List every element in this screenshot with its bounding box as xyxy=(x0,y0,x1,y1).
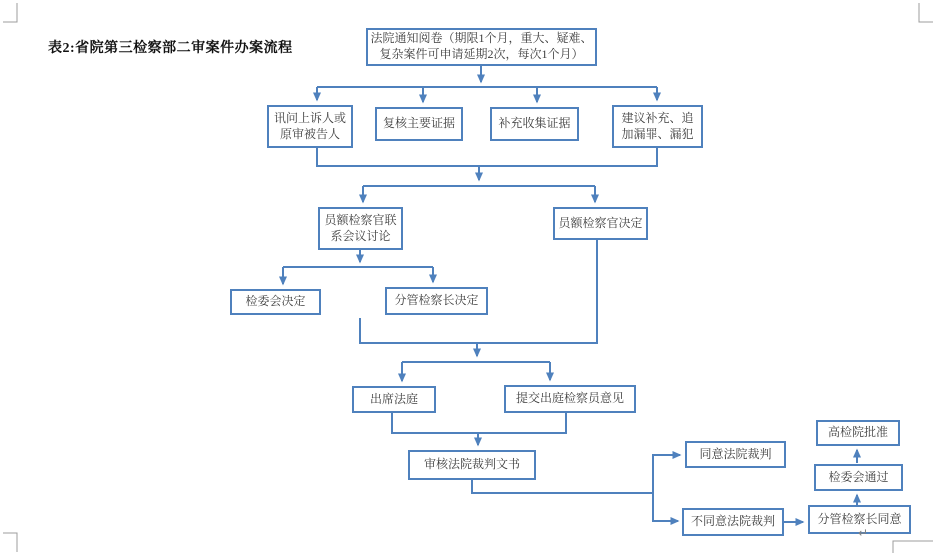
node-label: 员额检察官决定 xyxy=(558,215,643,230)
node-label: 建议补充、追加漏罪、漏犯 xyxy=(621,110,694,141)
node-court-notice-file-review xyxy=(366,28,597,66)
node-label: 法院通知阅卷（期限1个月，重大、疑难、复杂案件可申请延期2次，每次1个月） xyxy=(370,31,593,61)
arrow-connector xyxy=(653,455,680,493)
node-committee-decision xyxy=(230,289,321,315)
node-interrogate-appellant xyxy=(267,105,353,148)
node-committee-pass xyxy=(814,464,903,491)
node-review-main-evidence xyxy=(375,107,463,141)
crop-mark-top-left xyxy=(3,3,17,22)
node-prosecutor-decision xyxy=(553,207,648,240)
node-label: 补充收集证据 xyxy=(498,116,571,131)
crop-mark-bottom-right xyxy=(893,541,933,553)
node-disagree-judgment xyxy=(682,508,784,536)
connector-line xyxy=(472,480,653,493)
node-chief-prosecutor-decision xyxy=(385,287,488,315)
node-label: 出席法庭 xyxy=(369,391,418,406)
node-label: 分管检察长决定 xyxy=(394,293,479,308)
paragraph-return-icon: ↵ xyxy=(858,526,869,540)
node-label: 同意法院裁判 xyxy=(699,446,772,461)
crop-mark-top-right xyxy=(919,3,933,22)
node-supreme-procuratorate-approve xyxy=(816,420,900,446)
node-label: 复核主要证据 xyxy=(382,116,455,131)
connector-line xyxy=(317,148,657,166)
node-collect-supplementary-evidence xyxy=(490,107,579,141)
node-label: 审核法院裁判文书 xyxy=(423,457,520,472)
arrow-connector xyxy=(653,493,678,521)
node-suggest-additional-charges xyxy=(612,105,703,148)
crop-mark-bottom-left xyxy=(3,533,17,552)
node-agree-judgment xyxy=(685,441,786,468)
node-prosecutor-joint-meeting xyxy=(318,207,403,250)
node-label: 高检院批准 xyxy=(827,425,888,440)
connector-line xyxy=(392,413,566,433)
node-label: 检委会通过 xyxy=(828,469,889,484)
node-attend-court xyxy=(352,386,436,413)
node-review-court-judgment xyxy=(408,450,536,480)
node-label: 分管检察长同意 xyxy=(817,511,902,526)
node-label: 员额检察官联系会议讨论 xyxy=(324,212,397,243)
node-submit-court-opinion xyxy=(504,385,636,413)
node-label: 检委会决定 xyxy=(245,294,306,309)
node-label: 不同意法院裁判 xyxy=(690,514,775,529)
diagram-title: 表2:省院第三检察部二审案件办案流程 xyxy=(48,41,293,56)
node-label: 讯问上诉人或原审被告人 xyxy=(273,110,346,141)
node-label: 提交出庭检察员意见 xyxy=(515,391,624,406)
